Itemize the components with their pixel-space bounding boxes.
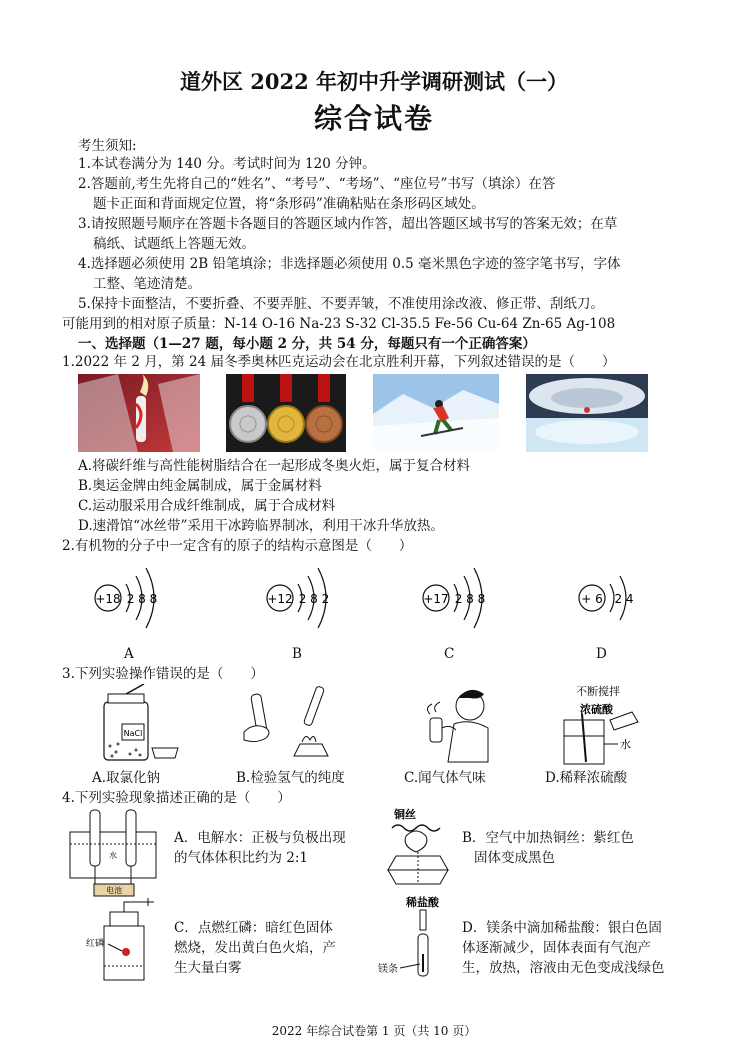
q1-option-a: A.将碳纤维与高性能树脂结合在一起形成冬奥火炬，属于复合材料 <box>78 458 471 474</box>
torch-photo <box>78 374 200 452</box>
electron-shells: 2 8 8 <box>126 592 158 606</box>
stir-label: 不断搅拌 <box>576 685 620 698</box>
atomic-masses: 可能用到的相对原子质量：N-14 O-16 Na-23 S-32 Cl-35.5 Fe-56 Cu-64 Zn-65 Ag-108 <box>62 316 616 332</box>
jar-label: NaCl <box>123 729 143 738</box>
atom-diagram-d <box>574 560 664 640</box>
q3-option-a: A.取氯化钠 <box>92 770 161 786</box>
q4-a-line: A．电解水：正极与负极出现 <box>174 830 346 846</box>
exam-title: 道外区 2022 年初中升学调研测试（一） <box>179 69 569 94</box>
q4-d-line: 体逐渐减少，固体表面有气泡产 <box>462 940 651 956</box>
notice-item: 1.本试卷满分为 140 分。考试时间为 120 分钟。 <box>78 156 376 172</box>
atom-diagram-b <box>262 560 352 640</box>
q3-option-d: D.稀释浓硫酸 <box>545 770 628 786</box>
q4-d-line: D．镁条中滴加稀盐酸：银白色固 <box>462 920 662 936</box>
page-footer: 2022 年综合试卷第 1 页（共 10 页） <box>271 1024 477 1038</box>
q4-d-line: 生，放热，溶液由无色变成浅绿色 <box>462 960 665 976</box>
option-label-b: B <box>292 646 302 662</box>
electrolysis-figure <box>64 806 164 898</box>
section-heading: 一、选择题（1—27 题，每小题 2 分，共 54 分，每题只有一个正确答案） <box>78 336 536 352</box>
q4-c-line: 燃烧，发出黄白色火焰，产 <box>174 940 336 956</box>
red-phosphorus-figure <box>84 896 164 984</box>
notice-item: 2.答题前,考生先将自己的“姓名”、“考号”、“考场”、“座位号”书写（填涂）在答 <box>78 176 556 192</box>
copper-label: 铜丝 <box>394 808 416 821</box>
mg-label: 镁条 <box>378 964 398 975</box>
medals-photo <box>226 374 346 452</box>
notice-item: 4.选择题必须使用 2B 铅笔填涂；非选择题必须使用 0.5 毫米黑色字迹的签字笔书写，字体 <box>78 256 621 272</box>
notice-item: 工整、笔迹清楚。 <box>93 276 201 292</box>
nucleus-charge: +18 <box>95 592 121 606</box>
question-4-stem: 4.下列实验现象描述正确的是（ ） <box>62 790 291 806</box>
exam-subtitle: 综合试卷 <box>313 102 434 135</box>
notice-item: 稿纸、试题纸上答题无效。 <box>93 236 255 252</box>
q1-option-b: B.奥运金牌由纯金属制成，属于金属材料 <box>78 478 322 494</box>
q3-option-b: B.检验氢气的纯度 <box>236 770 345 786</box>
magnesium-figure <box>376 894 456 984</box>
q1-option-c: C.运动服采用合成纤维制成，属于合成材料 <box>78 498 336 514</box>
acid-label: 稀盐酸 <box>406 896 439 909</box>
q4-b-line: B．空气中加热铜丝：紫红色 <box>462 830 634 846</box>
q4-b-line: 固体变成黑色 <box>474 850 555 866</box>
nucleus-charge: +12 <box>267 592 293 606</box>
question-2-stem: 2.有机物的分子中一定含有的原子的结构示意图是（ ） <box>62 538 413 554</box>
dilute-acid-figure <box>552 684 662 768</box>
q3-option-c: C.闻气体气味 <box>404 770 486 786</box>
notice-item: 5.保持卡面整洁，不要折叠、不要弄脏、不要弄皱，不准使用涂改液、修正带、刮纸刀。 <box>78 296 604 312</box>
electron-shells: 2 8 2 <box>298 592 330 606</box>
option-label-d: D <box>596 646 607 662</box>
phosphorus-label: 红磷 <box>86 939 105 949</box>
hydrogen-test-figure <box>240 684 340 764</box>
q4-c-line: 生大量白雾 <box>174 960 242 976</box>
q4-a-line: 的气体体积比约为 2:1 <box>174 850 309 866</box>
electron-shells: 2 8 8 <box>454 592 486 606</box>
option-label-a: A <box>124 646 134 662</box>
nucleus-charge: + 6 <box>581 592 603 606</box>
atom-diagram-a <box>90 560 180 640</box>
water-label: 水 <box>109 851 117 860</box>
ice-ribbon-photo <box>526 374 648 452</box>
option-label-c: C <box>444 646 455 662</box>
electron-shells: 2 4 <box>614 592 634 606</box>
question-1-stem: 1.2022 年 2 月，第 24 届冬季奥林匹克运动会在北京胜利开幕，下列叙述错误的是（ ） <box>62 354 616 370</box>
question-3-stem: 3.下列实验操作错误的是（ ） <box>62 666 264 682</box>
power-label: 电池 <box>106 886 122 895</box>
skier-photo <box>373 374 499 452</box>
q4-c-line: C．点燃红磷：暗红色固体 <box>174 920 333 936</box>
notice-item: 题卡正面和背面规定位置，将“条形码”准确粘贴在条形码区域处。 <box>93 196 485 212</box>
atom-diagram-c <box>418 560 508 640</box>
notice-heading: 考生须知: <box>78 138 137 154</box>
nucleus-charge: +17 <box>423 592 449 606</box>
nacl-jar-figure <box>96 684 186 764</box>
smell-gas-figure <box>406 684 502 764</box>
water-label: 水 <box>620 738 631 751</box>
copper-wire-figure <box>378 806 458 900</box>
notice-item: 3.请按照题号顺序在答题卡各题目的答题区域内作答，超出答题区域书写的答案无效；在草 <box>78 216 618 232</box>
q1-option-d: D.速滑馆“冰丝带”采用干冰跨临界制冰，利用干冰升华放热。 <box>78 518 444 534</box>
conc-acid-label: 浓硫酸 <box>580 703 613 716</box>
